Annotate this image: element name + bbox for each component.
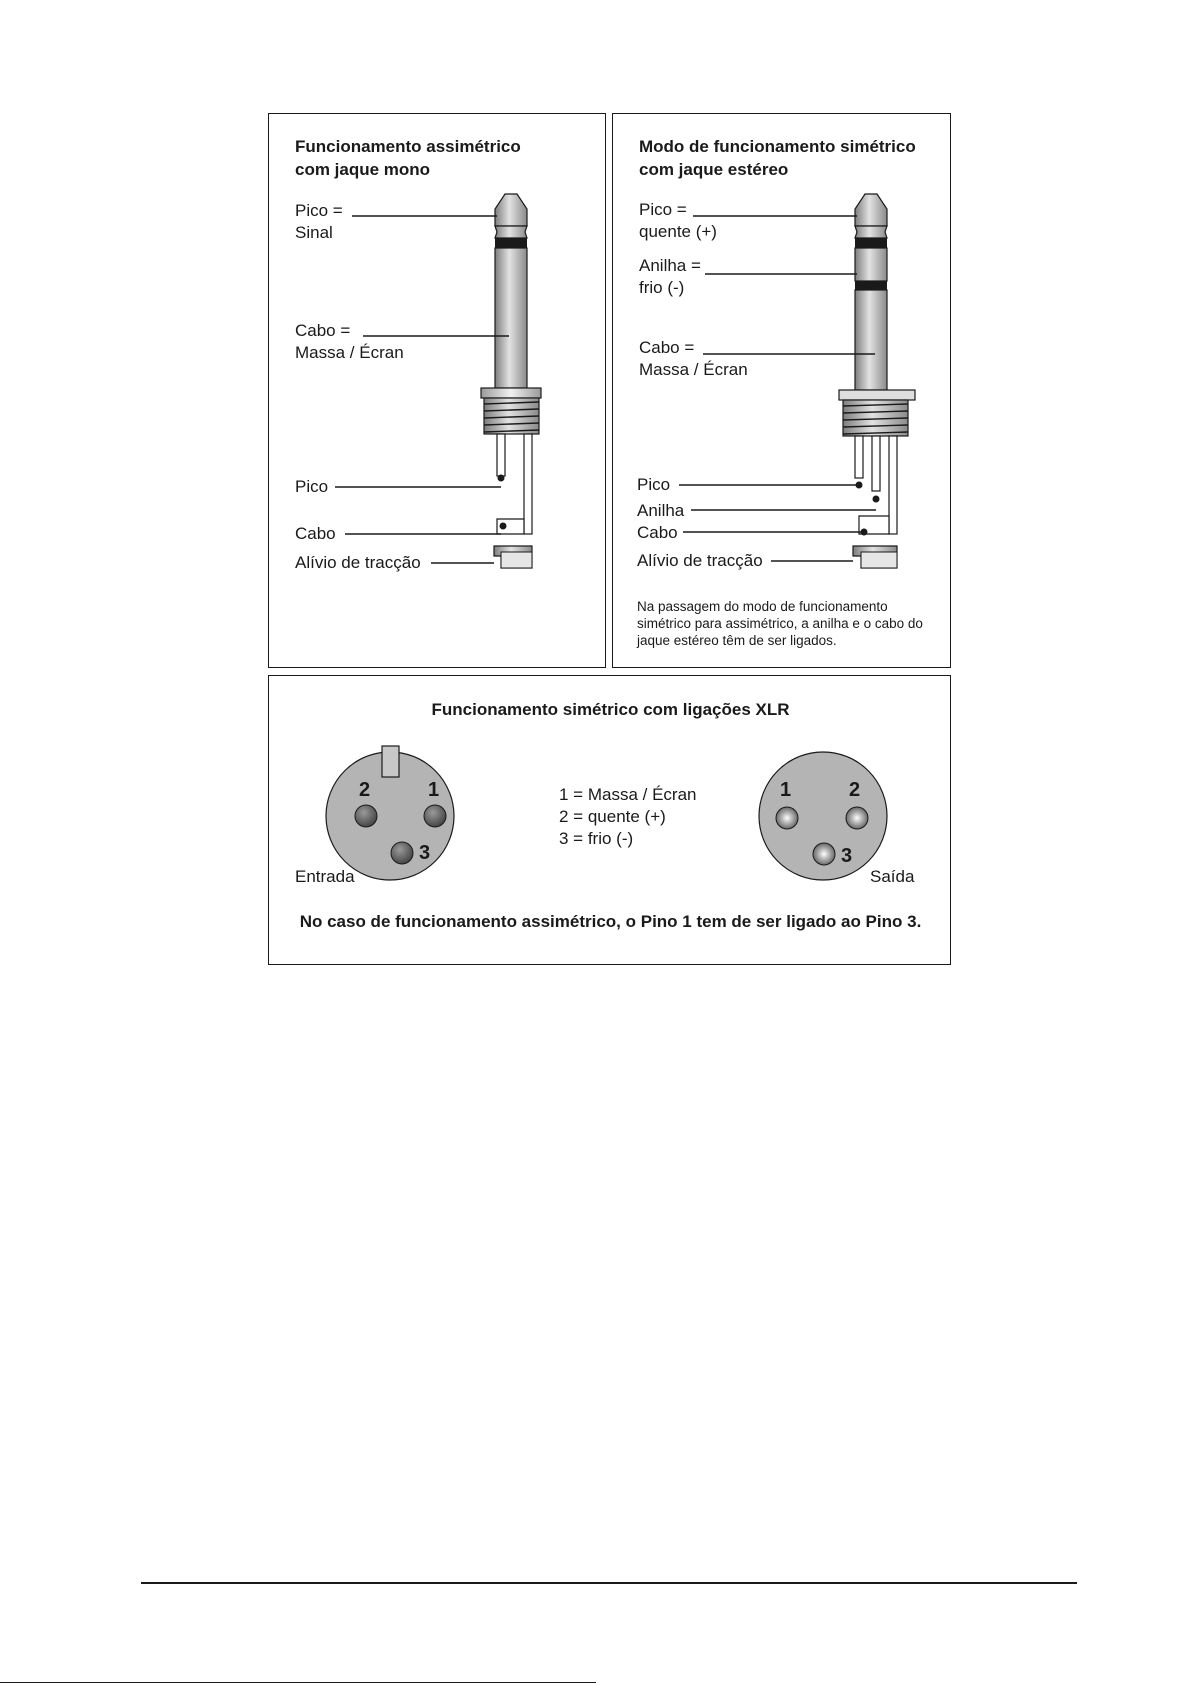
xlr-input-pin-1: 1: [428, 779, 440, 801]
xlr-output-pin-1: 1: [780, 779, 792, 801]
stereo-tip-hot-label: quente (+): [639, 222, 717, 241]
xlr-output-pin-2: 2: [849, 779, 861, 801]
stereo-strain-relief-label: Alívio de tracção: [637, 551, 763, 570]
mono-strain-relief-label: Alívio de tracção: [295, 553, 421, 572]
mono-sleeve-shape: [495, 248, 527, 388]
xlr-panel-title: Funcionamento simétrico com ligações XLR: [431, 700, 790, 719]
mono-panel-title-line1: Funcionamento assimétrico: [295, 137, 521, 156]
mono-sleeve-ground-label: Massa / Écran: [295, 343, 404, 362]
stereo-tip-shape: [855, 194, 887, 226]
mono-tip-shape: [495, 194, 527, 226]
mono-lug-tip-label: Pico: [295, 477, 329, 496]
stereo-sleeve-ground-label: Massa / Écran: [639, 360, 748, 379]
stereo-panel-title-line1: Modo de funcionamento simétrico: [639, 137, 916, 156]
xlr-input-pin-2: 2: [359, 779, 371, 801]
mono-insulator-ring: [495, 238, 527, 248]
stereo-sleeve-label: Cabo =: [639, 338, 695, 357]
stereo-ring-cold-label: frio (-): [639, 278, 685, 297]
xlr-input-key-tab: [382, 746, 399, 777]
pin-legend-2: 2 = quente (+): [559, 807, 666, 826]
pin-legend-1: 1 = Massa / Écran: [559, 785, 697, 804]
pin-legend-3: 3 = frio (-): [559, 829, 634, 848]
xlr-output-connector: [759, 752, 887, 880]
stereo-sleeve-shape: [855, 290, 887, 390]
stereo-ring-shape: [855, 248, 887, 281]
stereo-panel-title-line2: com jaque estéreo: [639, 160, 789, 179]
page-bottom-rule: [0, 1682, 596, 1683]
stereo-lug-tip-label: Pico: [637, 475, 671, 494]
mono-jack-drawing: [269, 114, 607, 669]
xlr-panel: [268, 675, 951, 965]
mono-lug-sleeve-label: Cabo: [295, 524, 336, 543]
page-footer-rule: [141, 1582, 1077, 1584]
xlr-output-pin-3: 3: [841, 845, 853, 867]
mono-jack-panel: [268, 113, 606, 668]
xlr-input-pin-3: 3: [419, 842, 431, 864]
mono-sleeve-label: Cabo =: [295, 321, 351, 340]
stereo-jack-drawing: [613, 114, 952, 669]
stereo-lug-ring-label: Anilha: [637, 501, 685, 520]
stereo-lug-sleeve-label: Cabo: [637, 523, 678, 542]
mono-tip-signal-label: Sinal: [295, 223, 333, 242]
xlr-unbalanced-note: No caso de funcionamento assimétrico, o Pino 1 tem de ser ligado ao Pino 3.: [299, 912, 922, 931]
stereo-conversion-note: Na passagem do modo de funcionamento simétrico para assimétrico, a anilha e o cabo do jaque estéreo têm de ser ligados.: [637, 599, 923, 648]
xlr-input-connector: [326, 746, 454, 880]
stereo-tip-label: Pico =: [639, 200, 687, 219]
xlr-output-label: Saída: [870, 867, 915, 886]
mono-panel-title-line2: com jaque mono: [295, 160, 431, 179]
xlr-input-label: Entrada: [295, 867, 355, 886]
stereo-ring-label: Anilha =: [639, 256, 701, 275]
mono-tip-label: Pico =: [295, 201, 343, 220]
stereo-jack-panel: [612, 113, 951, 668]
